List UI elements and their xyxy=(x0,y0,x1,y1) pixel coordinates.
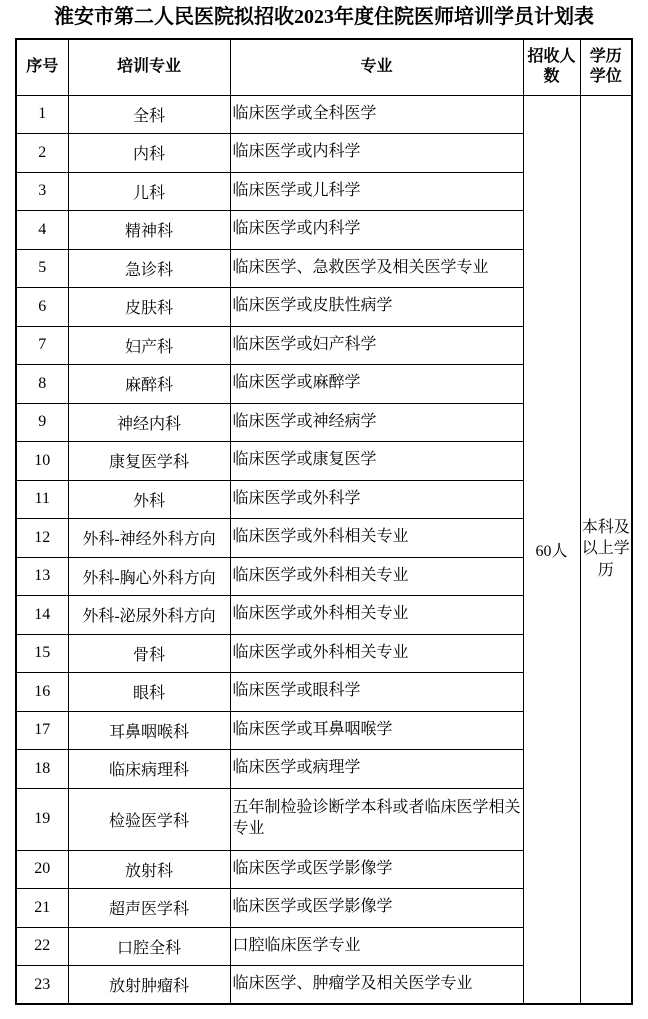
cell-major: 五年制检验诊断学本科或者临床医学相关专业 xyxy=(230,788,523,850)
cell-index: 18 xyxy=(16,750,68,789)
header-recruit-count: 招收人数 xyxy=(523,39,580,95)
header-training-specialty: 培训专业 xyxy=(68,39,230,95)
table-header xyxy=(16,39,632,95)
cell-index: 19 xyxy=(16,788,68,850)
cell-major: 临床医学或外科相关专业 xyxy=(230,557,523,596)
cell-index: 17 xyxy=(16,711,68,750)
cell-major: 临床医学或麻醉学 xyxy=(230,365,523,404)
cell-training-specialty: 外科-胸心外科方向 xyxy=(68,557,230,596)
cell-training-specialty: 骨科 xyxy=(68,634,230,673)
cell-training-specialty: 神经内科 xyxy=(68,403,230,442)
cell-index: 2 xyxy=(16,134,68,173)
cell-index: 10 xyxy=(16,442,68,481)
cell-training-specialty: 儿科 xyxy=(68,172,230,211)
cell-index: 23 xyxy=(16,966,68,1005)
cell-training-specialty: 检验医学科 xyxy=(68,788,230,850)
cell-training-specialty: 外科-神经外科方向 xyxy=(68,519,230,558)
cell-major: 临床医学或外科相关专业 xyxy=(230,519,523,558)
cell-major: 临床医学或外科相关专业 xyxy=(230,634,523,673)
cell-major: 临床医学或外科学 xyxy=(230,480,523,519)
header-row xyxy=(16,39,632,95)
cell-index: 22 xyxy=(16,927,68,966)
cell-training-specialty: 放射科 xyxy=(68,850,230,889)
cell-index: 14 xyxy=(16,596,68,635)
cell-major: 临床医学或妇产科学 xyxy=(230,326,523,365)
cell-index: 21 xyxy=(16,889,68,928)
cell-major: 临床医学或外科相关专业 xyxy=(230,596,523,635)
cell-index: 15 xyxy=(16,634,68,673)
recruitment-plan-table xyxy=(15,38,633,1005)
cell-training-specialty: 外科-泌尿外科方向 xyxy=(68,596,230,635)
cell-training-specialty: 口腔全科 xyxy=(68,927,230,966)
cell-training-specialty: 超声医学科 xyxy=(68,889,230,928)
cell-training-specialty: 急诊科 xyxy=(68,249,230,288)
cell-major: 口腔临床医学专业 xyxy=(230,927,523,966)
cell-index: 3 xyxy=(16,172,68,211)
cell-major: 临床医学或耳鼻咽喉学 xyxy=(230,711,523,750)
cell-training-specialty: 妇产科 xyxy=(68,326,230,365)
table-body xyxy=(16,95,632,1004)
cell-major: 临床医学、肿瘤学及相关医学专业 xyxy=(230,966,523,1005)
cell-index: 4 xyxy=(16,211,68,250)
cell-major: 临床医学或内科学 xyxy=(230,134,523,173)
cell-index: 11 xyxy=(16,480,68,519)
table-row xyxy=(16,95,632,134)
cell-major: 临床医学或神经病学 xyxy=(230,403,523,442)
cell-training-specialty: 耳鼻咽喉科 xyxy=(68,711,230,750)
header-major: 专业 xyxy=(230,39,523,95)
cell-major: 临床医学或病理学 xyxy=(230,750,523,789)
cell-index: 20 xyxy=(16,850,68,889)
cell-degree-merged: 本科及以上学历 xyxy=(580,95,632,1004)
cell-training-specialty: 全科 xyxy=(68,95,230,134)
cell-training-specialty: 眼科 xyxy=(68,673,230,712)
cell-recruit-count-merged: 60人 xyxy=(523,95,580,1004)
header-degree: 学历学位 xyxy=(580,39,632,95)
cell-index: 1 xyxy=(16,95,68,134)
header-index: 序号 xyxy=(16,39,68,95)
cell-major: 临床医学或内科学 xyxy=(230,211,523,250)
cell-index: 12 xyxy=(16,519,68,558)
cell-index: 16 xyxy=(16,673,68,712)
cell-training-specialty: 康复医学科 xyxy=(68,442,230,481)
cell-major: 临床医学或全科医学 xyxy=(230,95,523,134)
cell-index: 13 xyxy=(16,557,68,596)
cell-training-specialty: 临床病理科 xyxy=(68,750,230,789)
cell-major: 临床医学、急救医学及相关医学专业 xyxy=(230,249,523,288)
cell-training-specialty: 麻醉科 xyxy=(68,365,230,404)
cell-index: 9 xyxy=(16,403,68,442)
cell-major: 临床医学或医学影像学 xyxy=(230,889,523,928)
page-title: 淮安市第二人民医院拟招收2023年度住院医师培训学员计划表 xyxy=(54,6,594,28)
cell-training-specialty: 外科 xyxy=(68,480,230,519)
cell-training-specialty: 放射肿瘤科 xyxy=(68,966,230,1005)
cell-major: 临床医学或皮肤性病学 xyxy=(230,288,523,327)
cell-major: 临床医学或眼科学 xyxy=(230,673,523,712)
cell-major: 临床医学或康复医学 xyxy=(230,442,523,481)
cell-training-specialty: 精神科 xyxy=(68,211,230,250)
cell-major: 临床医学或医学影像学 xyxy=(230,850,523,889)
cell-major: 临床医学或儿科学 xyxy=(230,172,523,211)
cell-training-specialty: 皮肤科 xyxy=(68,288,230,327)
cell-training-specialty: 内科 xyxy=(68,134,230,173)
cell-index: 5 xyxy=(16,249,68,288)
cell-index: 6 xyxy=(16,288,68,327)
cell-index: 7 xyxy=(16,326,68,365)
cell-index: 8 xyxy=(16,365,68,404)
